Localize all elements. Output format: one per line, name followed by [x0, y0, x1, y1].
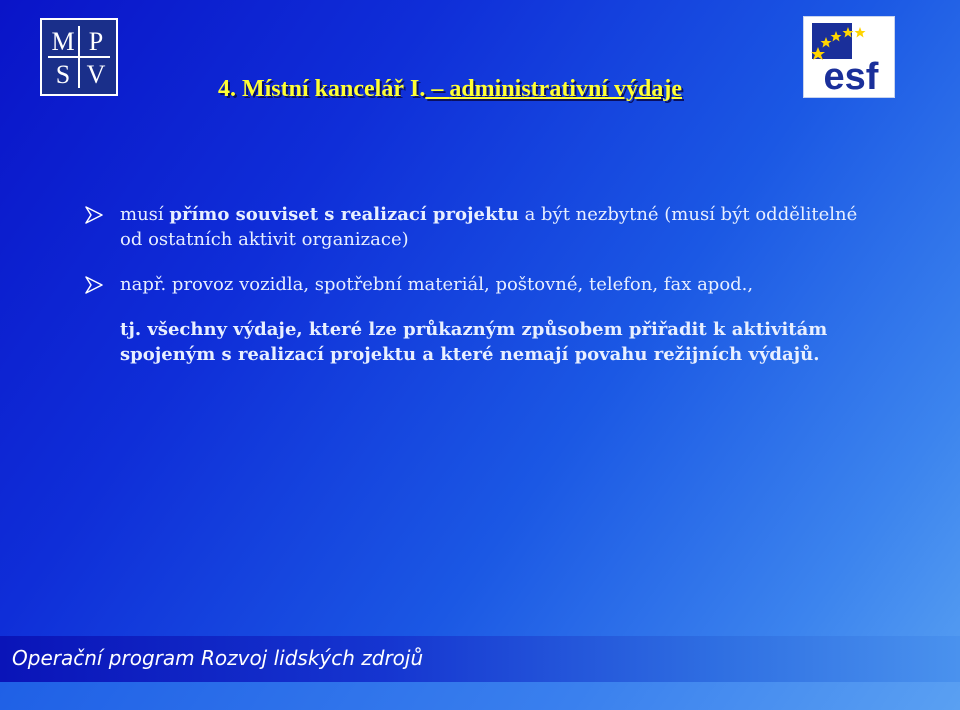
bottom-strip	[0, 682, 960, 710]
bullet-text-pre: musí	[120, 204, 170, 225]
mpsv-letter-p: P	[88, 27, 104, 56]
arrowhead-bullet-icon	[84, 205, 104, 225]
title-main: administrativní výdaje	[449, 76, 682, 102]
bullet-text-bold: přímo souviset s realizací projektu	[169, 204, 519, 225]
mpsv-letter-m: M	[51, 27, 75, 56]
title-separator: –	[425, 76, 450, 102]
mpsv-letter-s: S	[55, 60, 71, 89]
arrowhead-bullet-icon	[84, 275, 104, 295]
slide-content	[84, 202, 864, 367]
bullet-text: např. provoz vozidla, spotřební materiál, poštovné, telefon, fax apod.,	[120, 274, 754, 295]
slide-title	[0, 76, 900, 103]
footer-bar	[0, 636, 960, 682]
bullet-item	[84, 202, 864, 252]
title-prefix: 4. Místní kancelář I.	[217, 76, 426, 102]
esf-logo-text: esf	[823, 56, 879, 97]
mpsv-letter-v: V	[86, 60, 106, 89]
bullet-item	[84, 272, 864, 297]
bullet-text-post: a být nezbytné (musí být oddělitelné od ostatních aktivit organizace)	[120, 204, 858, 250]
footer-text: Operační program Rozvoj lidských zdrojů	[12, 646, 424, 670]
summary-paragraph: tj. všechny výdaje, které lze průkazným způsobem přiřadit k aktivitám spojeným s realizací projektu a které nemají povahu režijních výdajů.	[120, 319, 828, 365]
